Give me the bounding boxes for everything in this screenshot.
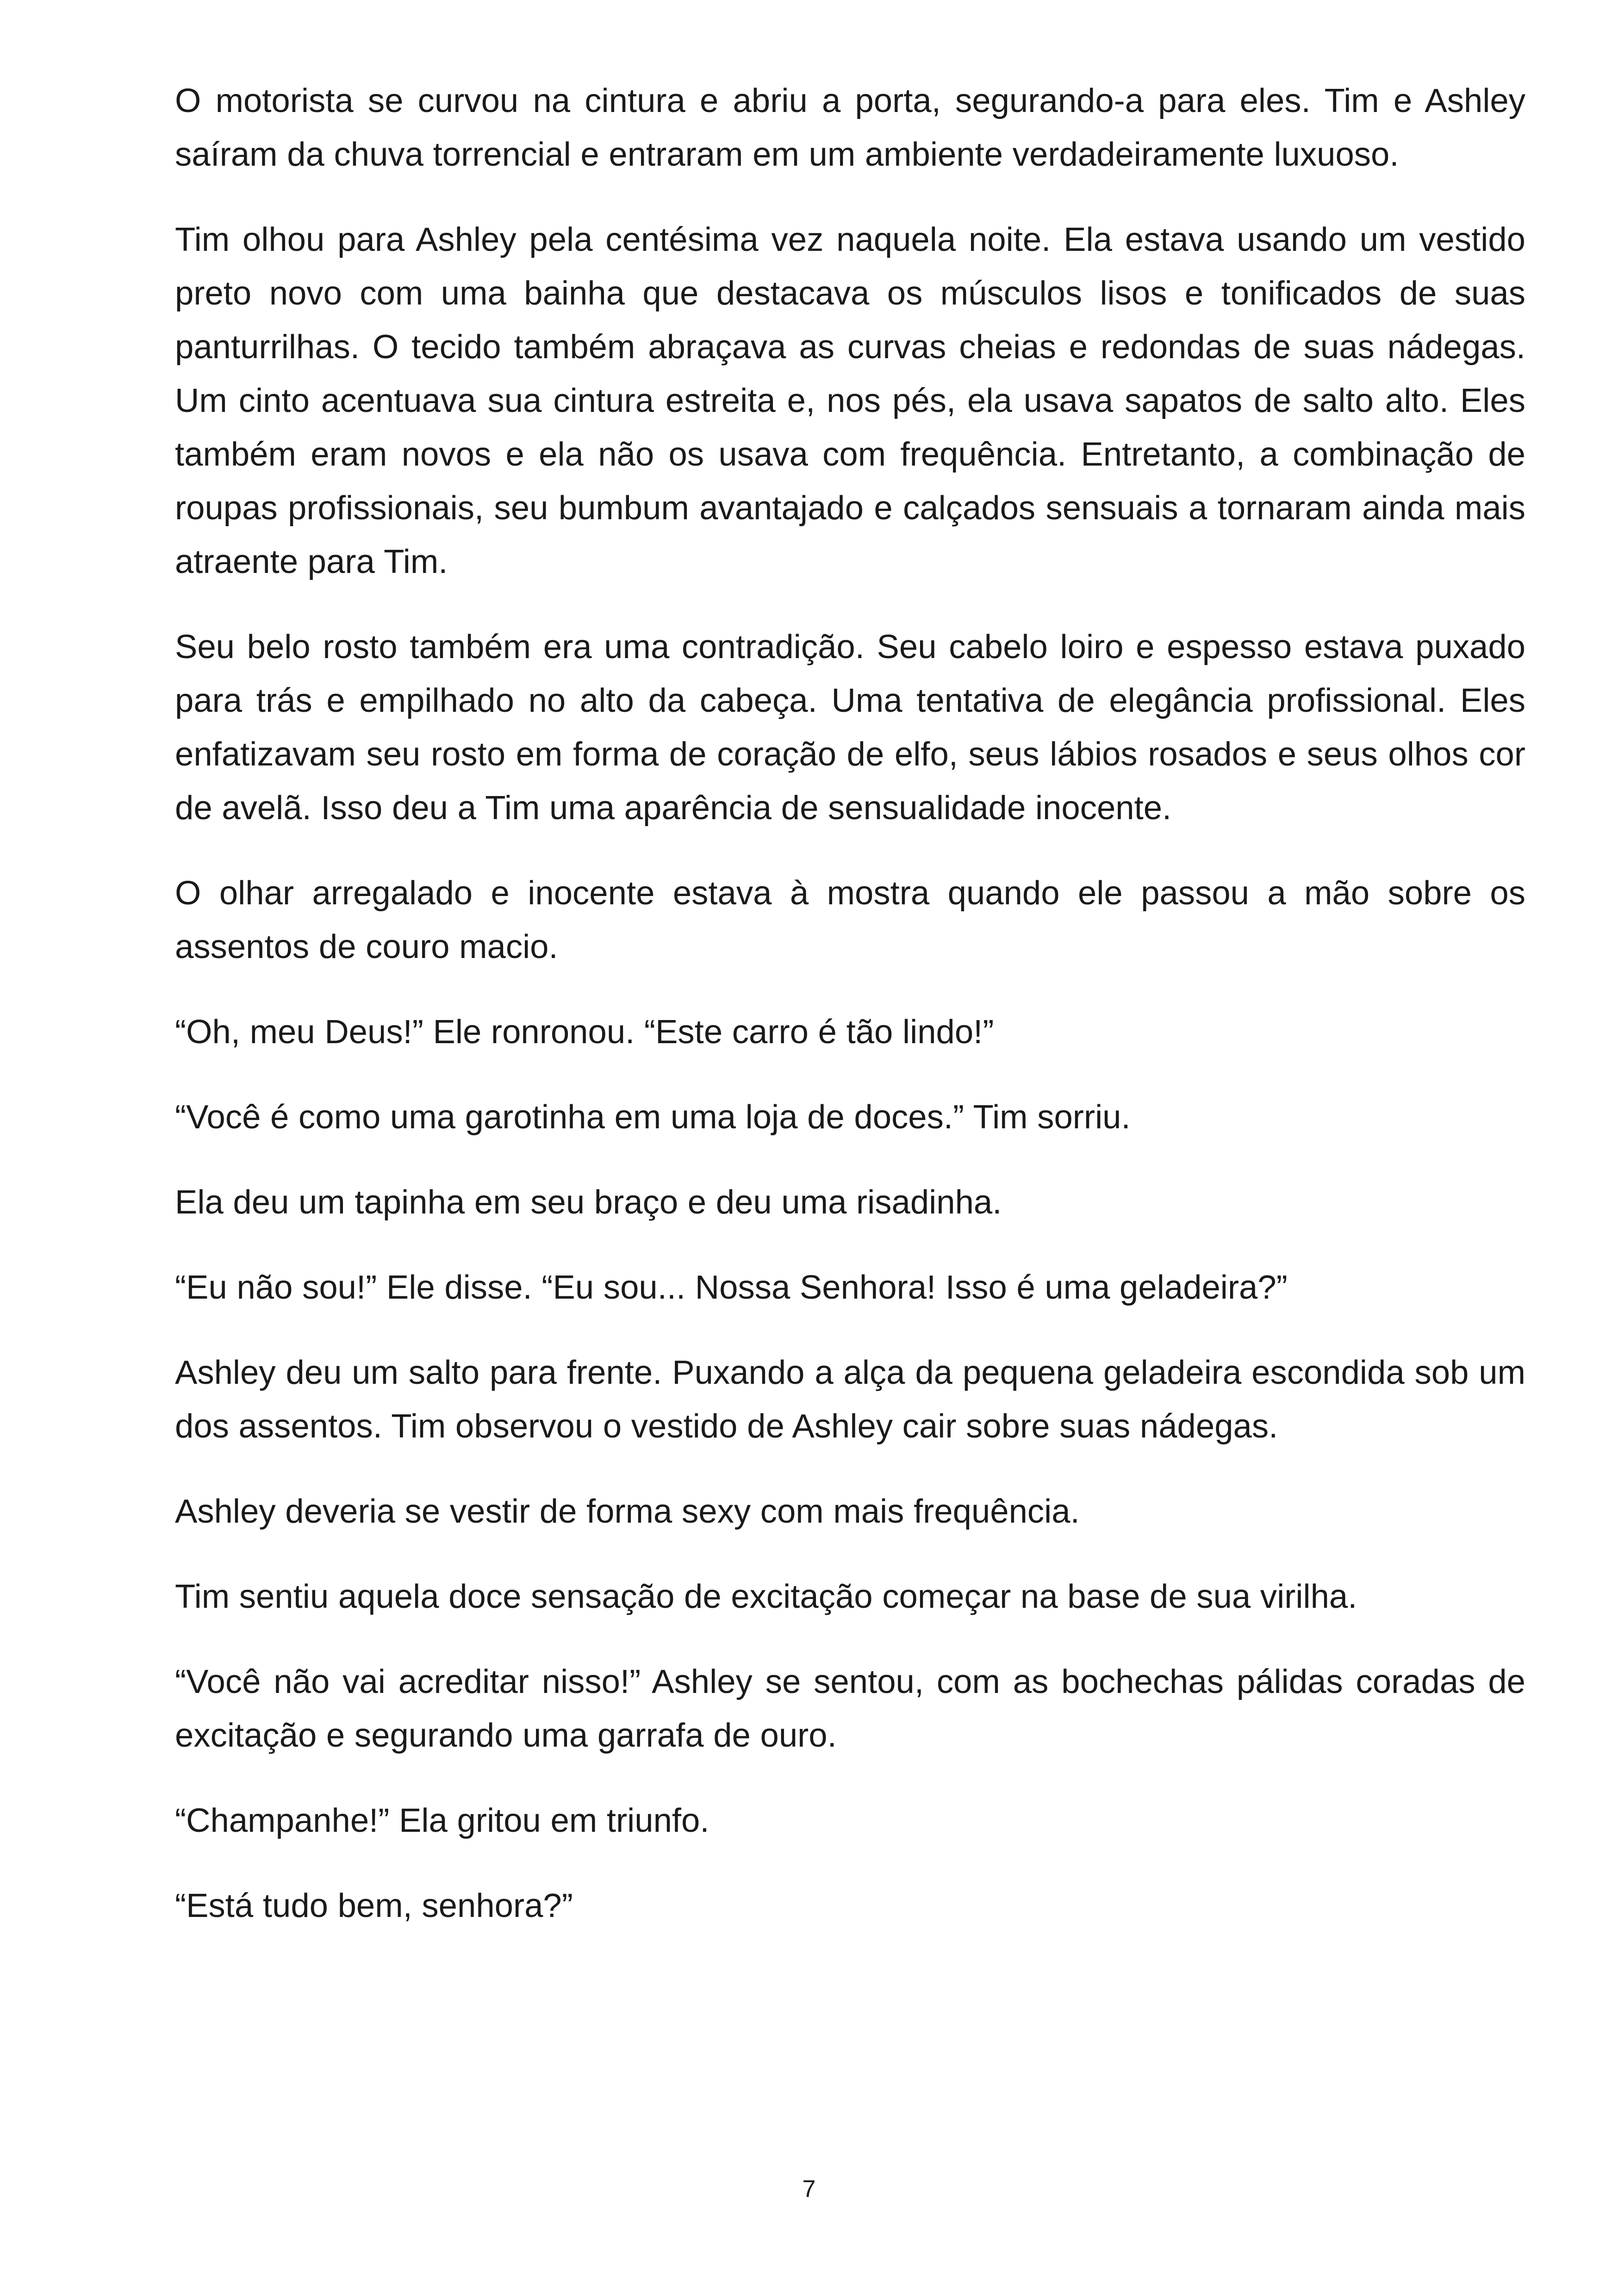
paragraph: O olhar arregalado e inocente estava à mostra quando ele passou a mão sobre os assentos de couro macio. <box>175 874 1525 965</box>
paragraph: “Você não vai acreditar nisso!” Ashley se sentou, com as bochechas pálidas coradas de excitação e segurando uma garrafa de ouro. <box>175 1663 1525 1754</box>
paragraph: “Eu não sou!” Ele disse. “Eu sou... Nossa Senhora! Isso é uma geladeira?” <box>175 1269 1288 1306</box>
paragraph: Ashley deu um salto para frente. Puxando a alça da pequena geladeira escondida sob um dos assentos. Tim observou o vestido de Ashley cair sobre suas nádegas. <box>175 1354 1525 1445</box>
paragraph: Ela deu um tapinha em seu braço e deu uma risadinha. <box>175 1183 1002 1221</box>
page-body <box>175 74 1525 1964</box>
paragraph: Seu belo rosto também era uma contradição. Seu cabelo loiro e espesso estava puxado para trás e empilhado no alto da cabeça. Uma tentativa de elegância profissional. Eles enfatizavam seu rosto em forma de coração de elfo, seus lábios rosados e seus olhos cor de avelã. Isso deu a Tim uma aparência de sensualidade inocente. <box>175 628 1525 827</box>
page-number: 7 <box>802 2176 816 2203</box>
paragraph: O motorista se curvou na cintura e abriu a porta, segurando-a para eles. Tim e Ashley saíram da chuva torrencial e entraram em um ambiente verdadeiramente luxuoso. <box>175 82 1525 173</box>
paragraph: “Champanhe!” Ela gritou em triunfo. <box>175 1802 709 1839</box>
paragraph: Tim olhou para Ashley pela centésima vez naquela noite. Ela estava usando um vestido preto novo com uma bainha que destacava os músculos lisos e tonificados de suas panturrilhas. O tecido também abraçava as curvas cheias e redondas de suas nádegas. Um cinto acentuava sua cintura estreita e, nos pés, ela usava sapatos de salto alto. Eles também eram novos e ela não os usava com frequência. Entretanto, a combinação de roupas profissionais, seu bumbum avantajado e calçados sensuais a tornaram ainda mais atraente para Tim. <box>175 221 1525 580</box>
paragraph: “Oh, meu Deus!” Ele ronronou. “Este carro é tão lindo!” <box>175 1013 994 1051</box>
paragraph: Tim sentiu aquela doce sensação de excitação começar na base de sua virilha. <box>175 1578 1357 1615</box>
paragraph: “Está tudo bem, senhora?” <box>175 1887 573 1924</box>
paragraph: “Você é como uma garotinha em uma loja de doces.” Tim sorriu. <box>175 1098 1131 1136</box>
paragraph: Ashley deveria se vestir de forma sexy com mais frequência. <box>175 1493 1080 1530</box>
